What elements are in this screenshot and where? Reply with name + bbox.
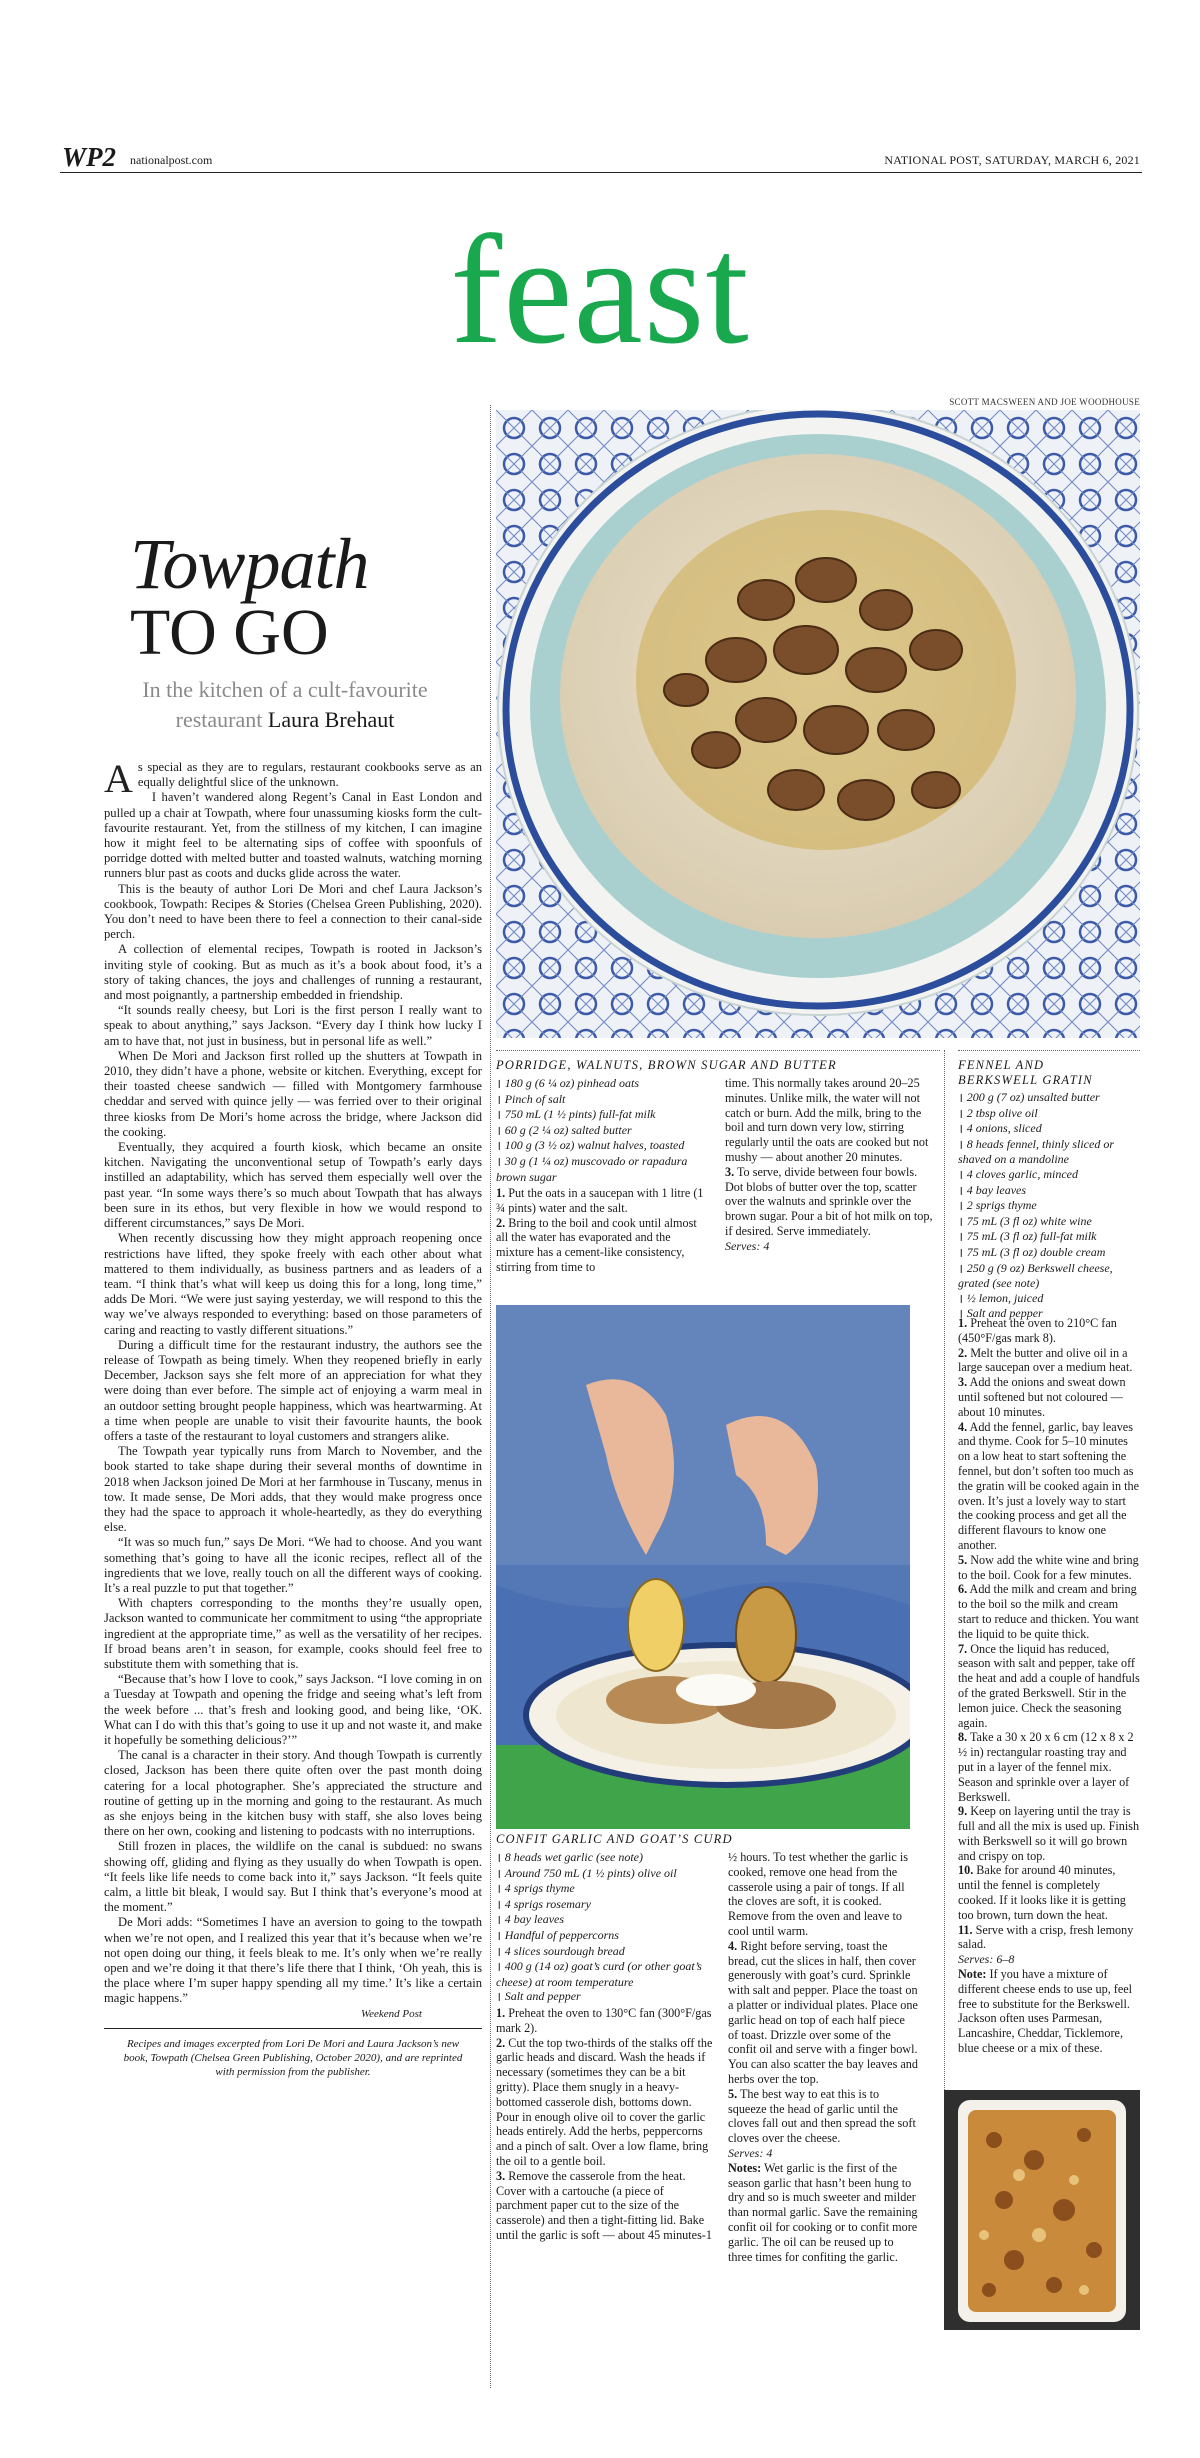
article-paragraph: “Because that’s how I love to cook,” says Jackson. “I love coming in on a Tuesday at Towpath and opening the fridge and seeing what’s left from the week before ... that’s fresh and looking good, and being like, ‘OK. What can I do with this that’s going to use it up and not waste it, and make it hopefully be something delicious?’” xyxy=(104,1672,482,1747)
article-paragraph: Eventually, they acquired a fourth kiosk, which became an onsite kitchen. Navigating the unconventional setup of Towpath’s early days instilled an adaptability, which has served them especially well over the past year. “In some ways there’s so much about Towpath that has always been sure in its ethos, but very flexible in how we would respond to different circumstances,” says De Mori. xyxy=(104,1140,482,1231)
article-paragraph: When recently discussing how they might approach reopening once restrictions have lifted, they spoke freely with each other about what mattered to them individually, as business partners and as leaders of a team. “I think that’s what will keep us doing this for a long, long time,” adds De Mori. “We were just saying yesterday, we will respond to this the way we’ve always responded to everything: based on those parameters of caring and reacting to vastly different situations.” xyxy=(104,1231,482,1337)
recipe-step: 3. To serve, divide between four bowls. Dot blobs of butter over the top, scatter over the walnuts and sprinkle over the brown sugar. Pour a bit of hot milk on top, if desired. Serve immediately. xyxy=(725,1164,933,1238)
article-paragraph: The Towpath year typically runs from March to November, and the book started to take shape during their several months of downtime in 2018 when Jackson joined De Mori at her farmhouse in Tuscany, menus in tow. It made sense, De Mori adds, that they would make progress once they had the space to approach it whole-heartedly, as they do everything else. xyxy=(104,1444,482,1535)
credit-note: Recipes and images excerpted from Lori De Mori and Laura Jackson’s new book, Towpath (Chelsea Green Publishing, October 2020), and are reprinted with permission from the publisher. xyxy=(123,2037,463,2078)
ingredients-garlic xyxy=(496,1850,716,2005)
article-paragraph: During a difficult time for the restaurant industry, the authors see the release of Towpath as being timely. When they reopened briefly in early December, Jackson says she felt more of an appreciation for what they were doing than ever before. The simple act of enjoying a warm meal in an outdoor setting brought people happiness, which was heartwarming. At a time when people are unable to visit their favourite haunts, the book offers a taste of the restaurant to loyal customers and strangers alike. xyxy=(104,1337,482,1443)
dateline: NATIONAL POST, SATURDAY, MARCH 6, 2021 xyxy=(884,153,1140,167)
recipe-step-continued: ½ hours. To test whether the garlic is cooked, remove one head from the casserole using a pair of tongs. If all the cloves are soft, it is cooked. Remove from the oven and leave to cool until warm. xyxy=(728,1850,909,1938)
recipe-step: 5. Now add the white wine and bring to the boil. Cook for a few minutes. xyxy=(958,1552,1139,1582)
ingredient: ❙ 8 heads fennel, thinly sliced or shaved on a mandoline xyxy=(958,1137,1140,1167)
serves-gratin: Serves: 6–8 xyxy=(958,1952,1015,1967)
ingredient: ❙ 75 mL (3 fl oz) white wine xyxy=(958,1214,1140,1230)
recipe-step: 3. Remove the casserole from the heat. Cover with a cartouche (a piece of parchment paper cut to the size of the casserole) and then a tight-fitting lid. Bake until the garlic is soft — about 45 minutes-1 xyxy=(496,2168,712,2242)
ingredients-gratin xyxy=(958,1090,1140,1322)
article-paragraph: “It was so much fun,” says De Mori. “We had to choose. And you want something that’s going to have all the iconic recipes, reflect all of the ingredients that we love, really touch on all the different ways of cooking. It’s a real puzzle to put that together.” xyxy=(104,1535,482,1595)
article-body xyxy=(104,756,482,2079)
recipe-step: 9. Keep on layering until the tray is full and all the mix is used up. Finish with Berkswell so it will go brown and crispy on top. xyxy=(958,1804,1140,1863)
article-paragraph: A collection of elemental recipes, Towpath is rooted in Jackson’s inviting style of cooking. But as much as it’s a book about food, it’s a story of taking chances, the joys and challenges of running a restaurant, and most poignantly, a partnership embedded in friendship. xyxy=(104,942,482,1003)
photo-credit: SCOTT MACSWEEN AND JOE WOODHOUSE xyxy=(949,397,1140,407)
recipe-step: 3. Add the onions and sweat down until softened but not coloured — about 10 minutes. xyxy=(958,1375,1126,1419)
recipe-step: 11. Serve with a crisp, fresh lemony salad. xyxy=(958,1922,1134,1952)
ingredient: ❙ 75 mL (3 fl oz) double cream xyxy=(958,1245,1140,1261)
recipe-step: 7. Once the liquid has reduced, season with salt and pepper, take off the heat and add a couple of handfuls of the grated Berkswell. Stir in the lemon juice. Check the seasoning again. xyxy=(958,1641,1140,1730)
recipe-step: 8. Take a 30 x 20 x 6 cm (12 x 8 x 2 ½ in) rectangular roasting tray and put in a layer of the fennel mix. Season and sprinkle over a layer of Berkswell. xyxy=(958,1730,1134,1804)
article-paragraph: Still frozen in places, the wildlife on the canal is subdued: no swans showing off, gliding and flying as they usually do when Towpath is open. “It feels like life needs to come back into it,” says Jackson. “It feels quite calm, a little bit bleak, I would say. But I think that’s everyone’s mood at the moment.” xyxy=(104,1839,482,1915)
recipe-step: 5. The best way to eat this is to squeeze the head of garlic until the cloves fall out and then spread the soft cloves over the cheese. xyxy=(728,2086,916,2146)
recipe-rule xyxy=(496,1050,940,1051)
ingredient: ❙ 4 sprigs thyme xyxy=(496,1881,716,1897)
ingredient: ❙ ½ lemon, juiced xyxy=(958,1291,1140,1307)
recipe-title-porridge: PORRIDGE, WALNUTS, BROWN SUGAR AND BUTTER xyxy=(496,1058,837,1072)
article-paragraph: De Mori adds: “Sometimes I have an aversion to going to the towpath when we’re not open, and I realized this year that it’s because when we’re not open doing our thing, it feels bleak to me. It’s only when we’re really open and we’re doing it that there’s life there that I think, ‘Oh yeah, this is the place where I’m super happy spending all my time.’ It’s like a certain magic happens.” xyxy=(104,1915,482,2006)
ingredient: ❙ 4 sprigs rosemary xyxy=(496,1897,716,1913)
porridge-photo xyxy=(496,410,1140,1038)
ingredient: ❙ Salt and pepper xyxy=(496,1989,716,2005)
serves-porridge: Serves: 4 xyxy=(725,1238,770,1253)
headline-line-2: TO GO xyxy=(130,596,329,669)
recipe-step: 1. Preheat the oven to 210°C fan (450°F/gas mark 8). xyxy=(958,1316,1117,1345)
steps-porridge-col2 xyxy=(725,1076,935,1254)
recipe-rule xyxy=(958,1050,1140,1051)
note-garlic: Notes: Wet garlic is the first of the season garlic that hasn’t been hung to dry and so is much sweeter and milder than normal garlic. Save the remaining confit oil for cooking or to confit more garlic. The oil can be reused up to three times for confiting the garlic. xyxy=(728,2160,918,2264)
serves-garlic: Serves: 4 xyxy=(728,2145,773,2160)
recipe-step: 10. Bake for around 40 minutes, until the fennel is completely cooked. If it looks like it is getting too brown, turn down the heat. xyxy=(958,1863,1126,1922)
recipe-step: 4. Right before serving, toast the bread, cut the slices in half, then cover generously with goat’s curd. Sprinkle with salt and pepper. Place the toast on a platter or individual plates. Place one garlic head on top of each half piece of toast. Drizzle over some of the confit oil and serve with a finger bowl. You can also scatter the bay leaves and herbs over the top. xyxy=(728,1938,918,2086)
site-url: nationalpost.com xyxy=(130,153,213,167)
article-paragraph: With chapters corresponding to the months they’re usually open, Jackson wanted to communicate her commitment to using “the appropriate ingredient at the appropriate time,” as well as the versatility of her recipes. If broad beans aren’t in season, for example, cooks should feel free to substitute them with something that is. xyxy=(104,1596,482,1671)
byline: Laura Brehaut xyxy=(267,707,395,732)
steps-porridge-col1 xyxy=(496,1186,711,1275)
recipe-step: 6. Add the milk and cream and bring to the boil so the milk and cream start to reduce and thicken. You want the liquid to be quite thick. xyxy=(958,1582,1139,1641)
recipe-step: 2. Bring to the boil and cook until almost all the water has evaporated and the mixture has a cement-like consistency, stirring from time to xyxy=(496,1215,697,1274)
article-paragraph: The canal is a character in their story. And though Towpath is currently closed, Jackson has been there quite often over the past month doing catering for a local photographer. She’s appreciated the structure and routine of getting up in the morning and going to the restaurant. As much as she enjoys being in the kitchen busy with staff, she also loves being there on her own, cooking and listening to podcasts with no interruptions. xyxy=(104,1748,482,1839)
ingredient: ❙ 200 g (7 oz) unsalted butter xyxy=(958,1090,1140,1106)
recipe-title-garlic: CONFIT GARLIC AND GOAT’S CURD xyxy=(496,1832,733,1846)
headline-line-1: Towpath xyxy=(130,524,369,604)
article-paragraph: I haven’t wandered along Regent’s Canal in East London and pulled up a chair at Towpath, where four unassuming kiosks form the cult-favourite restaurant. Yet, from the stillness of my kitchen, I can imagine how it might feel to be alternating sips of coffee with spoonfuls of porridge dotted with melted butter and toasted walnuts, watching morning runners blur past as coots and ducks glide across the water. xyxy=(104,790,482,881)
ingredient: ❙ 8 heads wet garlic (see note) xyxy=(496,1850,716,1866)
ingredient: ❙ 100 g (3 ½ oz) walnut halves, toasted xyxy=(496,1138,711,1154)
section-title: feast xyxy=(450,203,750,376)
ingredient: ❙ 75 mL (3 fl oz) full-fat milk xyxy=(958,1229,1140,1245)
recipe-step-continued: time. This normally takes around 20–25 minutes. Unlike milk, the water will not catch or burn. Add the milk, bring to the boil and turn down very low, stirring regularly until the oats are cooked but not mushy — about another 20 minutes. xyxy=(725,1076,929,1164)
credit-rule xyxy=(104,2028,482,2029)
dek-text: In the kitchen of a cult-favourite restaurant xyxy=(142,677,428,732)
ingredient: ❙ 180 g (6 ¼ oz) pinhead oats xyxy=(496,1076,711,1092)
recipe-title-gratin: FENNEL AND BERKSWELL GRATIN xyxy=(958,1058,1093,1087)
ingredient: ❙ 4 slices sourdough bread xyxy=(496,1944,716,1960)
ingredient: ❙ 4 bay leaves xyxy=(496,1912,716,1928)
ingredient: ❙ 30 g (1 ¼ oz) muscovado or rapadura brown sugar xyxy=(496,1154,711,1184)
ingredient: ❙ 4 onions, sliced xyxy=(958,1121,1140,1137)
gratin-photo xyxy=(944,2090,1140,2330)
ingredients-porridge xyxy=(496,1076,711,1184)
ingredient: ❙ 250 g (9 oz) Berkswell cheese, grated (see note) xyxy=(958,1261,1140,1291)
steps-garlic-col2 xyxy=(728,1850,918,2264)
page-folio: WP2 xyxy=(62,142,116,172)
drop-cap: A xyxy=(104,756,133,801)
ingredient: ❙ Handful of peppercorns xyxy=(496,1928,716,1944)
ingredient: ❙ Salt and pepper xyxy=(958,1306,1140,1322)
column-divider xyxy=(490,405,491,2388)
ingredient: ❙ 60 g (2 ¼ oz) salted butter xyxy=(496,1123,711,1139)
ingredient: ❙ 400 g (14 oz) goat’s curd (or other goat’s cheese) at room temperature xyxy=(496,1959,716,1989)
recipe-step: 4. Add the fennel, garlic, bay leaves and thyme. Cook for 5–10 minutes on a low heat to start softening the fennel, but don’t soften too much as the gratin will be cooked again in the oven. It’s just a lovely way to start the cooking process and get all the different flavours to know one another. xyxy=(958,1419,1140,1552)
dek xyxy=(105,675,465,735)
ingredient: ❙ 2 tbsp olive oil xyxy=(958,1106,1140,1122)
article-paragraph: “It sounds really cheesy, but Lori is the first person I really want to speak to about anything,” says Jackson. “Every day I think how lucky I am to have that, not just in business, but in personal life as well.” xyxy=(104,1003,482,1048)
article-paragraph: When De Mori and Jackson first rolled up the shutters at Towpath in 2010, they didn’t have a phone, website or kitchen. Everything, except for their toasted cheese sandwich — filled with Montgomery farmhouse cheddar and served with quince jelly — was ferried over to their original three kiosks from De Mori’s home across the bridge, where Jackson did the cooking. xyxy=(104,1048,482,1139)
recipe-step: 2. Cut the top two-thirds of the stalks off the garlic heads and discard. Wash the heads if necessary (sometimes they can be a bit gritty). Place them snugly in a heavy-bottomed casserole dish, bottoms down. Pour in enough olive oil to cover the garlic heads entirely. Add the herbs, peppercorns and a pinch of salt. Over a low flame, bring the oil to a gentle boil. xyxy=(496,2035,713,2168)
ingredient: ❙ Pinch of salt xyxy=(496,1092,711,1108)
recipe-step: 1. Preheat the oven to 130°C fan (300°F/gas mark 2). xyxy=(496,2006,712,2035)
confit-garlic-photo xyxy=(496,1305,910,1829)
steps-garlic-col1 xyxy=(496,2006,716,2243)
ingredient: ❙ 4 bay leaves xyxy=(958,1183,1140,1199)
sign-off: Weekend Post xyxy=(361,2007,422,2020)
ingredient: ❙ 4 cloves garlic, minced xyxy=(958,1167,1140,1183)
header-rule xyxy=(60,172,1142,173)
steps-gratin xyxy=(958,1316,1140,2056)
recipe-step: 1. Put the oats in a saucepan with 1 litre (1 ¾ pints) water and the salt. xyxy=(496,1186,704,1215)
article-paragraph: As special as they are to regulars, restaurant cookbooks serve as an equally delightful slice of the unknown. xyxy=(104,756,482,801)
recipe-step: 2. Melt the butter and olive oil in a large saucepan over a medium heat. xyxy=(958,1345,1133,1375)
ingredient: ❙ Around 750 mL (1 ½ pints) olive oil xyxy=(496,1866,716,1882)
ingredient: ❙ 750 mL (1 ½ pints) full-fat milk xyxy=(496,1107,711,1123)
ingredient: ❙ 2 sprigs thyme xyxy=(958,1198,1140,1214)
note-gratin: Note: If you have a mixture of different cheese ends to use up, feel free to substitute for the Berkswell. Jackson often uses Parmesan, Lancashire, Cheddar, Ticklemore, blue cheese or a mix of these. xyxy=(958,1967,1133,2056)
article-paragraph: This is the beauty of author Lori De Mori and chef Laura Jackson’s cookbook, Towpath: Recipes & Stories (Chelsea Green Publishing, 2020). You don’t need to have been there to feel a connection to their canal-side perch. xyxy=(104,881,482,942)
